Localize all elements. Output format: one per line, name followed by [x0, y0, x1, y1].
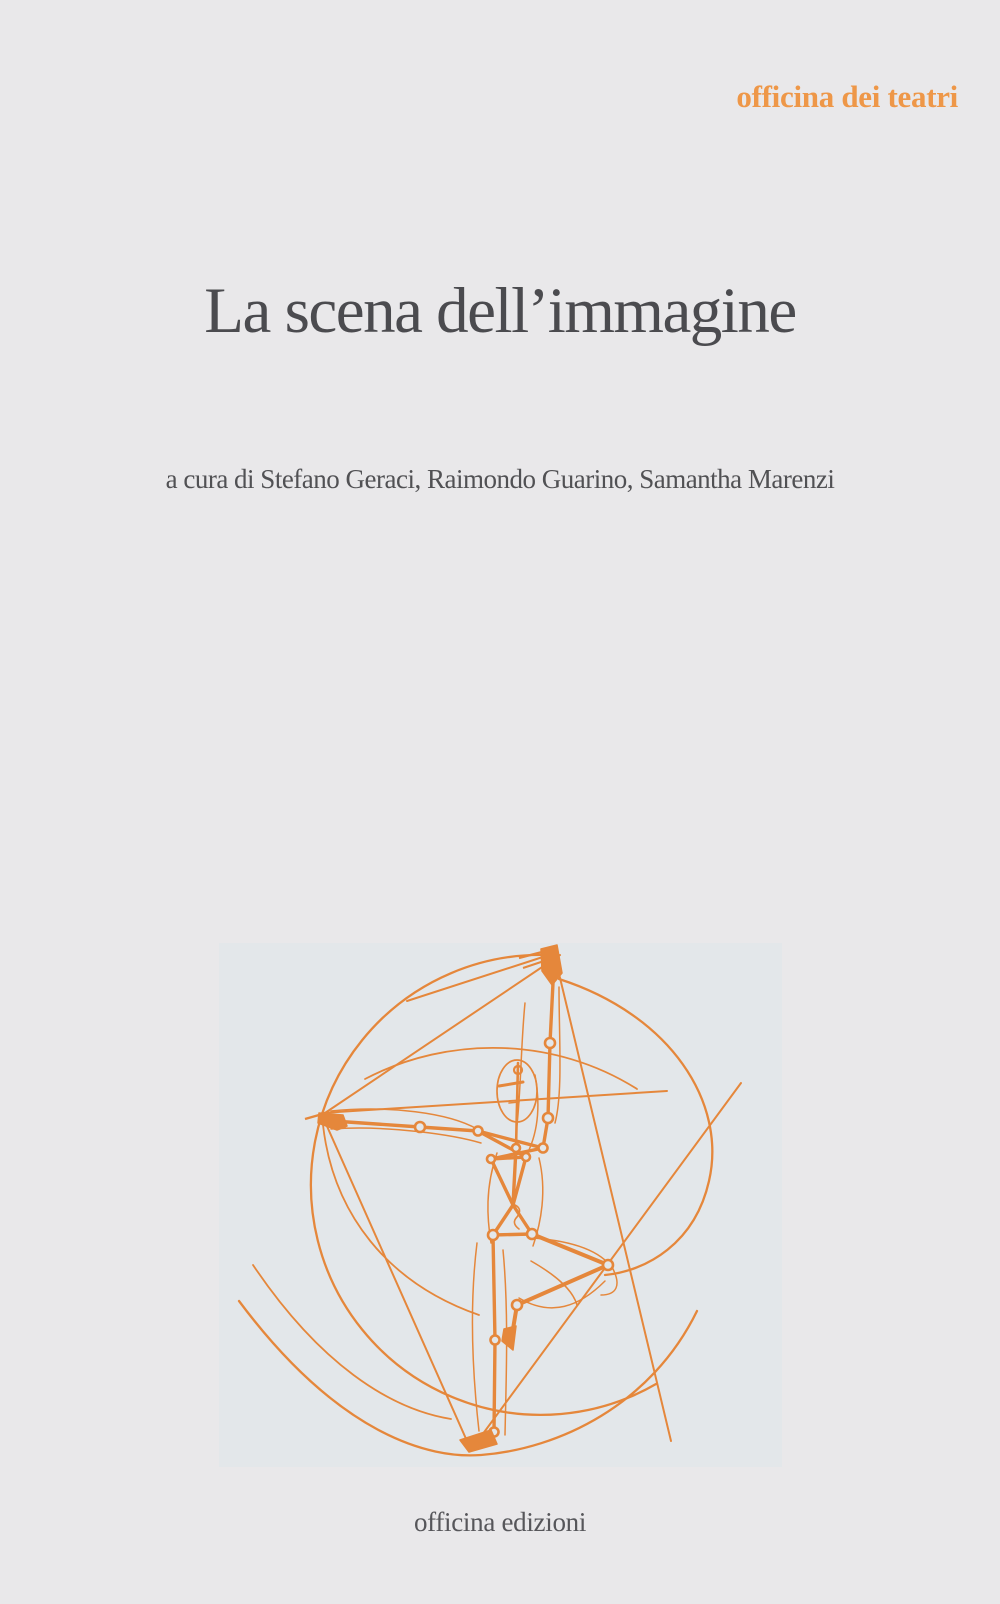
skeleton-joints [415, 1038, 613, 1437]
illustration-panel [219, 943, 782, 1467]
series-label: officina dei teatri [736, 79, 958, 114]
publisher-imprint: officina edizioni [413, 1507, 587, 1537]
body-contours [331, 987, 617, 1435]
figure-skeleton [333, 983, 608, 1432]
editors-line: a cura di Stefano Geraci, Raimondo Guarino, Samantha Marenzi [165, 464, 835, 494]
construction-arcs [239, 955, 712, 1456]
construction-lines [322, 955, 741, 1450]
figure-head [497, 1060, 537, 1148]
book-title: La scena dell’immagine [204, 275, 796, 347]
geometric-dancer-figure-illustration [219, 943, 782, 1467]
